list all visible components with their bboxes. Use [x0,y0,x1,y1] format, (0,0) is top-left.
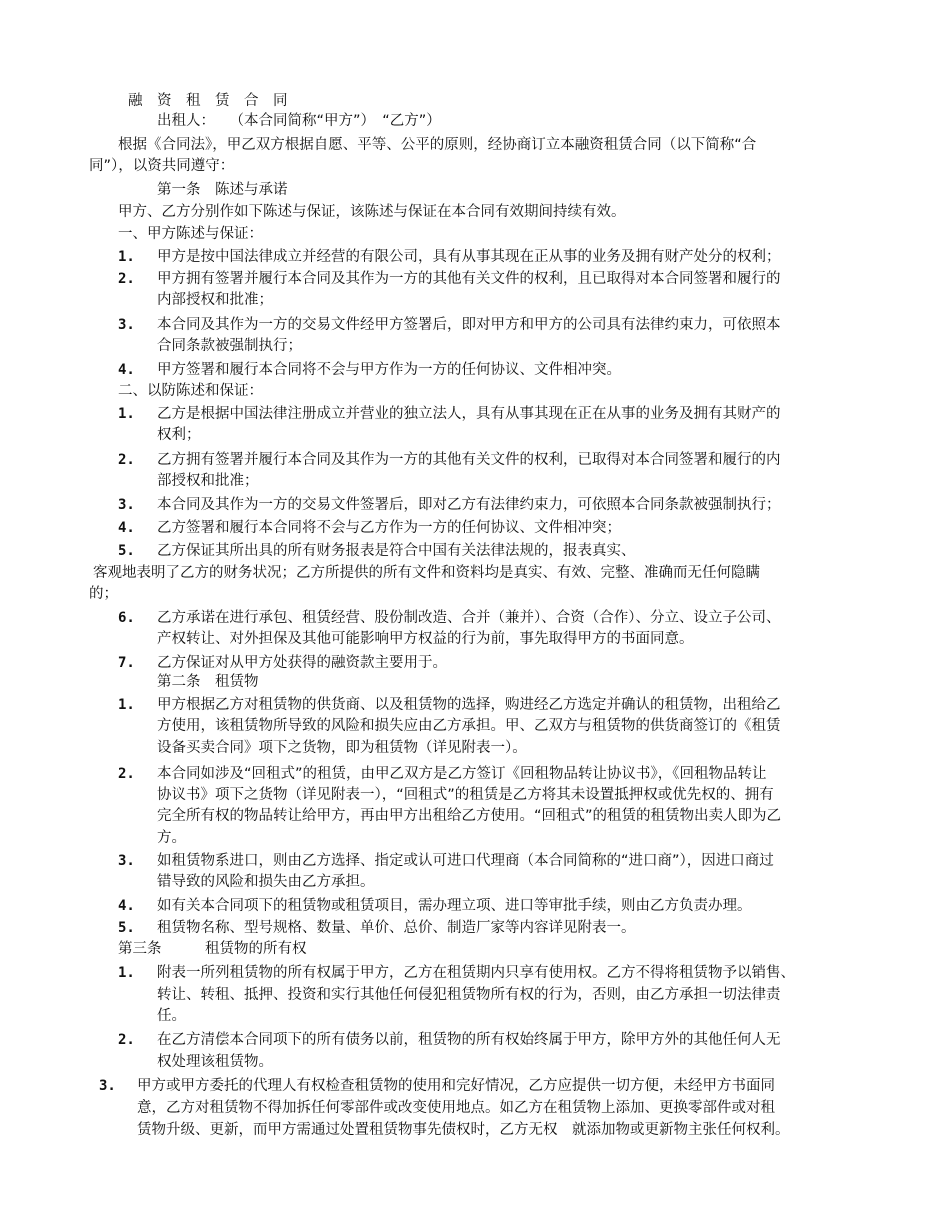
article2-item-3-text: 如租赁物系进口，则由乙方选择、指定或认可进口代理商（本合同简称的“进口商”），因进口商过 [157,853,774,869]
article3-item-1-num: 1. [118,965,135,981]
article2-item-5-num: 5. [118,920,135,936]
article3-item-2-text: 在乙方清偿本合同项下的所有债务以前，租赁物的所有权始终属于甲方，除甲方外的其他任何人无 [157,1032,781,1048]
article2-item-1-num: 1. [118,697,135,713]
party-b-item-1-text: 乙方是根据中国法律注册成立并营业的独立法人，具有从事其现在正在从事的业务及拥有其财产的 [157,406,781,422]
party-a-item-3-num: 3. [118,317,135,333]
party-b-item-1-num: 1. [118,406,135,422]
article2-item-3-num: 3. [118,853,135,869]
article1-intro: 甲方、乙方分别作如下陈述与保证，该陈述与保证在本合同有效期间持续有效。 [118,204,626,220]
party-b-item-7-num: 7. [118,655,135,671]
party-b-item-3-num: 3. [118,497,135,513]
article3-item-3-text-cont2: 赁物升级、更新，而甲方需通过处置租赁物事先债权时，乙方无权 就添加物或更新物主张任何权利。 [137,1122,790,1138]
article2-item-1-text: 甲方根据乙方对租赁物的供货商、以及租赁物的选择，购进经乙方选定并确认的租赁物，出租给乙 [157,697,781,713]
article2-item-2-text: 本合同如涉及“回租式”的租赁，由甲乙双方是乙方签订《回租物品转让协议书》，《回租物品转让 [157,766,767,782]
article2-item-1-text-cont2: 设备买卖合同》项下之货物，即为租赁物（详见附表一）。 [157,740,527,756]
party-b-item-5-text-cont: 客观地表明了乙方的财务状况；乙方所提供的所有文件和资料均是真实、有效、完整、准确而无任何隐瞒 [93,565,760,581]
article2-item-2-num: 2. [118,766,135,782]
party-b-item-4-num: 4. [118,520,135,536]
party-b-item-2-text: 乙方拥有签署并履行本合同及其作为一方的其他有关文件的权利，已取得对本合同签署和履行的内 [157,452,781,468]
article2-item-3-text-cont: 错导致的风险和损失由乙方承担。 [157,874,375,890]
party-b-item-7-text: 乙方保证对从甲方处获得的融资款主要用于。 [157,655,447,671]
party-b-item-4-text: 乙方签署和履行本合同将不会与乙方作为一方的任何协议、文件相冲突； [157,520,621,536]
article3-item-2-text-cont: 权处理该租赁物。 [157,1054,273,1070]
party-b-item-5-num: 5. [118,543,135,559]
article2-item-2-text-cont3: 方。 [157,830,186,846]
article3-item-2-num: 2. [118,1032,135,1048]
article2-item-2-text-cont: 协议书》项下之货物（详见附表一），“回租式”的租赁是乙方将其未设置抵押权或优先权的、拥有 [157,787,774,803]
party-b-item-3-text: 本合同及其作为一方的交易文件签署后，即对乙方有法律约束力，可依照本合同条款被强制执行； [157,497,781,513]
party-a-item-2-text-cont: 内部授权和批准； [157,292,273,308]
party-a-item-3-text: 本合同及其作为一方的交易文件经甲方签署后，即对甲方和甲方的公司具有法律约束力，可依照本 [157,317,781,333]
article3-item-3-num: 3. [99,1078,116,1094]
article3-item-1-text: 附表一所列租赁物的所有权属于甲方，乙方在租赁期内只享有使用权。乙方不得将租赁物予以销售、 [157,965,795,981]
party-a-item-2-num: 2. [118,271,135,287]
party-b-item-5-text: 乙方保证其所出具的所有财务报表是符合中国有关法律法规的，报表真实、 [157,543,636,559]
party-a-item-2-text: 甲方拥有签署并履行本合同及其作为一方的其他有关文件的权利，且已取得对本合同签署和履行的 [157,271,781,287]
party-b-item-5-text-cont2: 的； [89,586,118,602]
article2-item-5-text: 租赁物名称、型号规格、数量、单价、总价、制造厂家等内容详见附表一。 [157,920,636,936]
article2-heading: 第二条 租赁物 [157,674,259,690]
party-b-item-6-num: 6. [118,610,135,626]
article2-item-2-text-cont2: 完全所有权的物品转让给甲方，再由甲方出租给乙方使用。“回租式”的租赁的租赁物出卖人即为乙 [157,808,782,824]
party-b-item-6-text: 乙方承诺在进行承包、租赁经营、股份制改造、合并（兼并）、合资（合作）、分立、设立子公司、 [157,610,781,626]
preamble-line-2: 同”），以资共同遵守： [89,158,235,174]
party-a-item-1-num: 1. [118,249,135,265]
article3-heading: 第三条 租赁物的所有权 [118,941,307,957]
party-b-item-1-text-cont: 权利； [157,427,201,443]
party-b-heading: 二、以防陈述和保证： [118,383,263,399]
article3-item-3-text: 甲方或甲方委托的代理人有权检查租赁物的使用和完好情况，乙方应提供一切方便，未经甲方书面同 [137,1078,775,1094]
article3-item-3-text-cont: 意，乙方对租赁物不得加拆任何零部件或改变使用地点。如乙方在租赁物上添加、更换零部件或对租 [137,1100,775,1116]
party-a-item-4-num: 4. [118,362,135,378]
article3-item-1-text-cont: 转让、转租、抵押、投资和实行其他任何侵犯租赁物所有权的行为，否则，由乙方承担一切法律责 [157,987,781,1003]
article2-item-4-num: 4. [118,898,135,914]
party-b-item-2-num: 2. [118,452,135,468]
article3-item-1-text-cont2: 任。 [157,1008,186,1024]
party-a-item-4-text: 甲方签署和履行本合同将不会与甲方作为一方的任何协议、文件相冲突。 [157,362,621,378]
contract-title: 融 资 租 赁 合 同 [128,93,288,109]
party-a-item-1-text: 甲方是按中国法律成立并经营的有限公司，具有从事其现在正从事的业务及拥有财产处分的权利； [157,249,781,265]
party-a-item-3-text-cont: 合同条款被强制执行； [157,338,302,354]
party-b-item-2-text-cont: 部授权和批准； [157,473,259,489]
lessor-line: 出租人： （本合同简称“甲方”） “乙方”） [157,113,441,129]
article2-item-1-text-cont: 方使用，该租赁物所导致的风险和损失应由乙方承担。甲、乙双方与租赁物的供货商签订的《租赁 [157,718,781,734]
preamble-line-1: 根据《合同法》，甲乙双方根据自愿、平等、公平的原则，经协商订立本融资租赁合同（以下简称“合 [118,137,757,153]
party-b-item-6-text-cont: 产权转让、对外担保及其他可能影响甲方权益的行为前，事先取得甲方的书面同意。 [157,631,694,647]
party-a-heading: 一、甲方陈述与保证： [118,226,263,242]
article2-item-4-text: 如有关本合同项下的租赁物或租赁项目，需办理立项、进口等审批手续，则由乙方负责办理。 [157,898,752,914]
article1-heading: 第一条 陈述与承诺 [157,182,288,198]
